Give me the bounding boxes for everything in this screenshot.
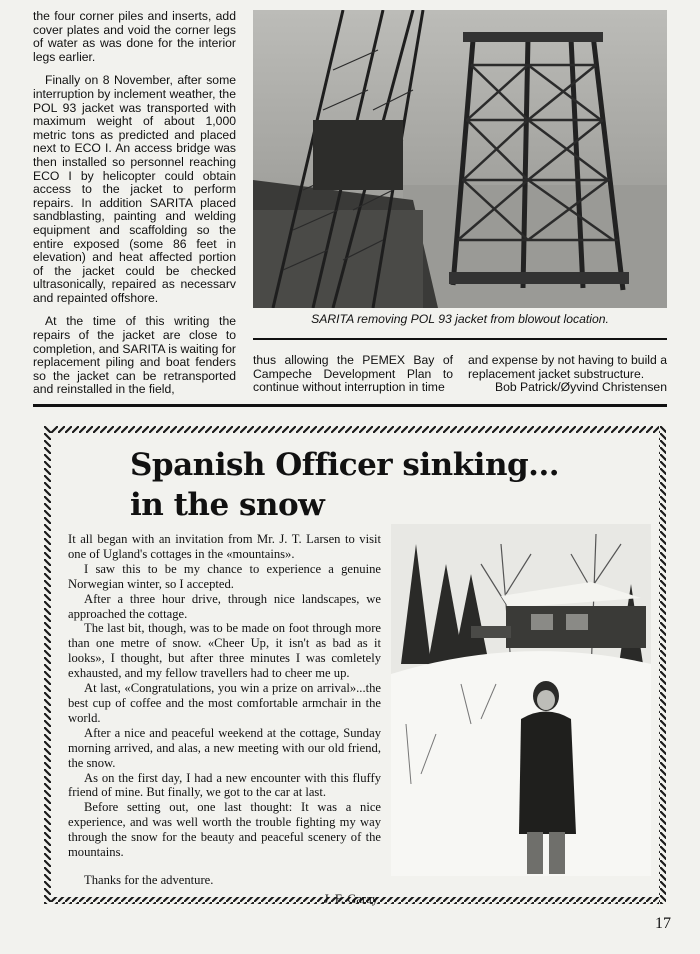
article-closing: Thanks for the adventure. (84, 872, 214, 887)
crane-and-jacket-illustration (253, 10, 667, 308)
article-paragraph: I saw this to be my chance to experience a genuine Norwegian winter, so I accepted. (68, 561, 381, 591)
article-body (68, 532, 381, 907)
article-title-line: Spanish Officer sinking... (130, 447, 560, 483)
top-article-right-text: and expense by not having to build a replacement jacket substructure. (468, 353, 667, 381)
top-article-left-column (33, 10, 236, 407)
article-title-line: in the snow (130, 487, 325, 523)
article-signature: J. F. Garay (323, 891, 378, 906)
article-paragraph: After a nice and peaceful weekend at the cottage, Sunday morning arrived, and alas, a new meeting with our old friend, the snow. (68, 725, 381, 770)
top-article-paragraph: the four corner piles and inserts, add cover plates and void the corner legs of water as was done for the interior legs earlier. (33, 9, 236, 64)
article-paragraph: As on the first day, I had a new encounter with this fluffy friend of mine. But finally, we got to the car at last. (68, 770, 381, 800)
top-article-middle-column: thus allowing the PEMEX Bay of Campeche Development Plan to continue without interruption in time (253, 353, 453, 395)
sarita-jacket-photo (253, 10, 667, 308)
man-in-snow-illustration (391, 524, 651, 876)
top-article-byline: Bob Patrick/Øyvind Christensen (494, 380, 667, 395)
article-paragraph: The last bit, though, was to be made on foot through more than one metre of snow. «Cheer Up, it isn't as bad as it looks», I thought, but after three minutes I was comletely exhausted, and my fellow travellers had to cheer me up. (68, 621, 381, 681)
caption-divider (253, 338, 667, 340)
top-article-paragraph: Finally on 8 November, after some interruption by inclement weather, the POL 93 jacket was transported with maximum weight of about 1,000 metric tons as predicted and placed next to ECO I. An access bridge was then installed so personnel reaching ECO I by helicopter could obtain access to the jacket to perform repairs. In addition SARITA placed sandblasting, painting and welding equipment and scaffolding so the entire exposed (some 86 feet in elevation) and heat affected portion of the jacket could be checked ultrasonically, repaired as necessarv and repainted offshore. (33, 73, 236, 305)
article-paragraph: After a three hour drive, through nice landscapes, we approached the cottage. (68, 591, 381, 621)
article-paragraph: Before setting out, one last thought: It was a nice experience, and was well worth the trouble fighting my way through the snow for the beauty and peaceful scenery of the mountains. (68, 800, 381, 860)
snow-cottage-photo (391, 524, 651, 876)
section-divider (33, 404, 667, 407)
article-paragraph: At last, «Congratulations, you win a prize on arrival»...the best cup of coffee and the most comfortable armchair in the world. (68, 681, 381, 725)
photo-caption: SARITA removing POL 93 jacket from blowout location. (311, 312, 609, 326)
article-paragraph: It all began with an invitation from Mr. J. T. Larsen to visit one of Ugland's cottages in the «mountains». (68, 532, 381, 561)
page-number: 17 (655, 915, 671, 932)
top-article-right-column (468, 354, 667, 395)
top-article-paragraph: At the time of this writing the repairs of the jacket are close to completion, and SARITA is waiting for replacement piling and boat fenders so the jacket can be retransported and reinstalled in the field, (33, 314, 236, 397)
article-title (130, 445, 650, 525)
